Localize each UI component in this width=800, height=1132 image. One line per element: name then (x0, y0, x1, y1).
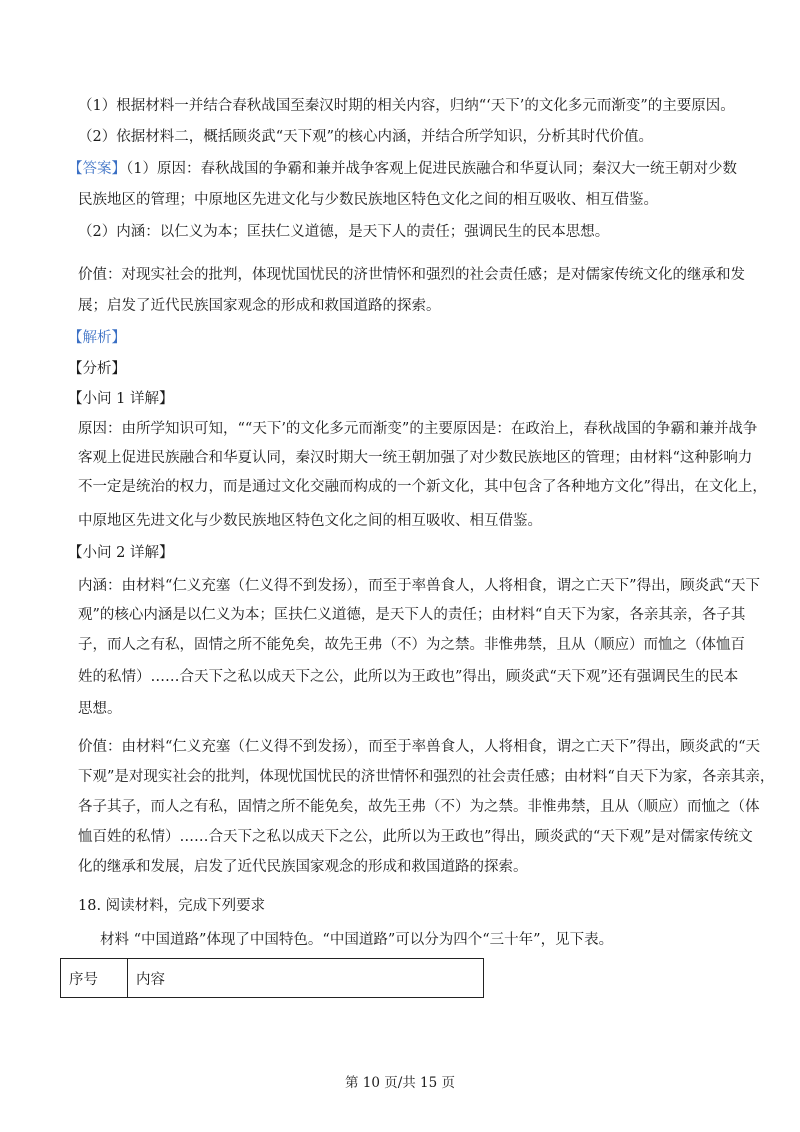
value-line-2: 展；启发了近代民族国家观念的形成和救国道路的探索。 (78, 298, 441, 314)
answer-text: （1）原因：春秋战国的争霸和兼并战争客观上促进民族融合和华夏认同；秦汉大一统王朝对少数 (126, 161, 737, 177)
sub2-value-line: 化的继承和发展，启发了近代民族国家观念的形成和救国道路的探索。 (78, 859, 528, 875)
table-header-cell: 内容 (128, 959, 484, 998)
sub1-line: 中原地区先进文化与少数民族地区特色文化之间的相互吸收、相互借鉴。 (78, 513, 542, 529)
sub2-line: 思想。 (78, 701, 122, 717)
question-part-2: （2）依据材料二，概括顾炎武“天下观”的核心内涵，并结合所学知识，分析其时代价值。 (78, 129, 654, 145)
analysis-tag: 【解析】 (68, 330, 126, 346)
sub2-line: 子，而人之有私，固情之所不能免矣，故先王弗（不）为之禁。非惟弗禁，且从（顺应）而恤之（体恤百 (78, 637, 745, 653)
sub2-line: 观”的核心内涵是以仁义为本；匡扶仁义道德，是天下人的责任；由材料“自天下为家，各亲其亲，各子其 (78, 607, 746, 623)
sub2-line: 姓的私情）……合天下之私以成天下之公，此所以为王政也”得出，顾炎武“天下观”还有强调民生的民本 (78, 669, 739, 685)
table-row (61, 959, 484, 998)
question-18: 18. 阅读材料，完成下列要求 (78, 898, 266, 914)
answer-line-3: （2）内涵：以仁义为本；匡扶仁义道德，是天下人的责任；强调民生的民本思想。 (78, 224, 610, 240)
answer-tag: 【答案】 (68, 161, 126, 177)
fenxi-heading: 【分析】 (68, 361, 126, 377)
sub1-line: 不一定是统治的权力，而是通过文化交融而构成的一个新文化，其中包含了各种地方文化”得出，在文化上， (78, 479, 767, 495)
answer-line-1 (68, 159, 737, 179)
question-part-1: （1）根据材料一并结合春秋战国至秦汉时期的相关内容，归纳“‘天下’的文化多元而渐变”的主要原因。 (78, 98, 735, 114)
sub2-value-line: 下观”是对现实社会的批判，体现忧国忧民的济世情怀和强烈的社会责任感；由材料“自天下为家，各亲其亲， (78, 769, 775, 785)
value-line-1: 价值：对现实社会的批判，体现忧国忧民的济世情怀和强烈的社会责任感；是对儒家传统文化的继承和发 (78, 267, 745, 283)
sub2-value-line: 价值：由材料“仁义充塞（仁义得不到发扬），而至于率兽食人，人将相食，谓之亡天下”得出，顾炎武的“天 (78, 739, 760, 755)
sub2-line: 内涵：由材料“仁义充塞（仁义得不到发扬），而至于率兽食人，人将相食，谓之亡天下”得出，顾炎武“天下 (78, 578, 760, 594)
sub1-line: 客观上促进民族融合和华夏认同，秦汉时期大一统王朝加强了对少数民族地区的管理；由材料“这种影响力 (78, 450, 753, 466)
sub2-value-line: 各子其子，而人之有私，固情之所不能免矣，故先王弗（不）为之禁。非惟弗禁，且从（顺应）而恤之（体 (78, 799, 760, 815)
sub2-value-line: 恤百姓的私情）……合天下之私以成天下之公，此所以为王政也”得出，顾炎武的“天下观”是对儒家传统文 (78, 829, 753, 845)
sub1-line: 原因：由所学知识可知，““天下’的文化多元而渐变”的主要原因是：在政治上，春秋战国的争霸和兼并战争 (78, 421, 758, 437)
sub2-heading: 【小问 2 详解】 (68, 545, 174, 561)
sub1-heading: 【小问 1 详解】 (68, 391, 174, 407)
table-header-cell: 序号 (61, 959, 128, 998)
data-table (60, 958, 484, 998)
answer-line-2: 民族地区的管理；中原地区先进文化与少数民族地区特色文化之间的相互吸收、相互借鉴。 (78, 192, 658, 208)
page-footer: 第 10 页/共 15 页 (344, 1075, 456, 1091)
material-text: 材料 “中国道路”体现了中国特色。“中国道路”可以分为四个“三十年”，见下表。 (100, 932, 614, 948)
